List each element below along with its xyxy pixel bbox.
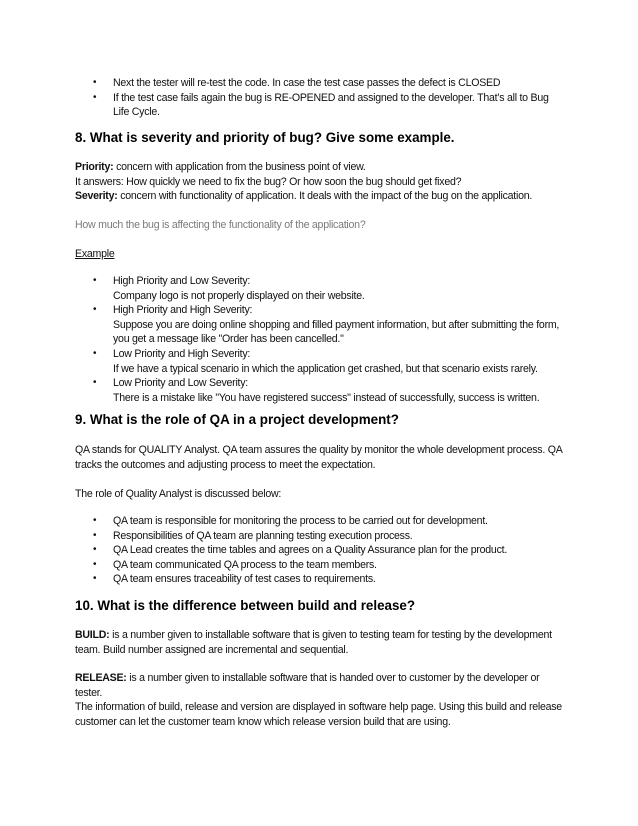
list-item (93, 274, 563, 303)
list-item-text: If the test case fails again the bug is RE-OPENED and assigned to the developer. That’s all to Bug Life Cycle. (113, 91, 549, 119)
qa-intro-paragraph: QA stands for QUALITY Analyst. QA team assures the quality by monitor the whole development process. QA tracks the outcomes and adjusting process to meet the expectation. (75, 444, 562, 471)
list-item-text: QA team ensures traceability of test cases to requirements. (113, 573, 376, 586)
list-item-text: Responsibilities of QA team are planning testing execution process. (113, 529, 413, 542)
list-item-text: QA team is responsible for monitoring the process to be carried out for development. (113, 515, 488, 527)
example-detail: Company logo is not properly displayed on their website. (113, 289, 365, 302)
build-paragraph (75, 628, 565, 657)
list-item-text: Next the tester will re-test the code. In case the test case passes the defect is CLOSED (113, 77, 501, 89)
list-item-text: QA Lead creates the time tables and agrees on a Quality Assurance plan for the product. (113, 544, 508, 557)
section-10-heading: 10. What is the difference between build and release? (75, 598, 416, 613)
build-text: is a number given to installable software that is given to testing team for testing by the development team. Build number assigned are incremental and sequential. (75, 629, 552, 656)
list-item (93, 558, 563, 573)
list-item (93, 376, 563, 405)
release-label: RELEASE: (75, 672, 127, 684)
release-line (75, 671, 565, 700)
section-9-heading: 9. What is the role of QA in a project development? (75, 412, 399, 427)
release-paragraph (75, 671, 565, 729)
list-item (93, 543, 563, 558)
intro-bullet-list (93, 76, 563, 120)
example-list (93, 274, 563, 405)
question-line: How much the bug is affecting the functionality of the application? (75, 219, 366, 231)
priority-label: Priority: (75, 161, 114, 173)
bullet-icon: • (93, 377, 97, 389)
bullet-icon: • (93, 573, 97, 585)
bullet-icon: • (93, 275, 97, 286)
example-title: Low Priority and High Severity: (113, 347, 251, 360)
list-item (93, 514, 563, 529)
section-8-heading: 8. What is severity and priority of bug? Give some example. (75, 130, 455, 145)
list-item (93, 347, 563, 376)
qa-role-list (93, 514, 563, 587)
bullet-icon: • (93, 347, 97, 359)
list-item (93, 572, 563, 587)
bullet-icon: • (93, 529, 97, 541)
severity-label: Severity: (75, 190, 118, 203)
example-label: Example (75, 248, 115, 260)
bullet-icon: • (93, 91, 97, 103)
build-label: BUILD: (75, 629, 110, 641)
list-item (93, 76, 563, 91)
severity-line (75, 189, 575, 204)
list-item-text: QA team communicated QA process to the team members. (113, 558, 377, 571)
release-text: is a number given to installable software that is handed over to customer by the developer or tester. (75, 672, 540, 699)
version-info-text: The information of build, release and version are displayed in software help page. Using this build and release customer can let the customer team know which release version build that are using. (75, 701, 562, 728)
priority-line (75, 160, 575, 175)
bullet-icon: • (93, 304, 97, 316)
priority-definition (75, 160, 575, 204)
bullet-icon: • (93, 515, 97, 526)
list-item (93, 303, 563, 347)
bullet-icon: • (93, 558, 97, 570)
example-title: High Priority and High Severity: (113, 304, 253, 317)
priority-text: concern with application from the business point of view. (113, 161, 366, 173)
severity-text: concern with functionality of application. It deals with the impact of the bug on the application. (117, 190, 533, 203)
example-title: Low Priority and Low Severity: (113, 377, 248, 390)
bullet-icon: • (93, 544, 97, 556)
qa-role-intro: The role of Quality Analyst is discussed below: (75, 488, 282, 500)
example-title: High Priority and Low Severity: (113, 275, 251, 287)
answers-line: It answers: How quickly we need to fix the bug? Or how soon the bug should get fixed? (75, 175, 462, 188)
list-item (93, 91, 563, 120)
example-detail: If we have a typical scenario in which the application get crashed, but that scenario exists rarely. (113, 362, 538, 375)
bullet-icon: • (93, 77, 97, 88)
list-item (93, 529, 563, 544)
example-detail: Suppose you are doing online shopping and filled payment information, but after submitting the form, you get a message like "Order has been cancelled." (113, 318, 560, 346)
example-detail: There is a mistake like "You have registered success" instead of successfully, success is written. (113, 391, 540, 404)
